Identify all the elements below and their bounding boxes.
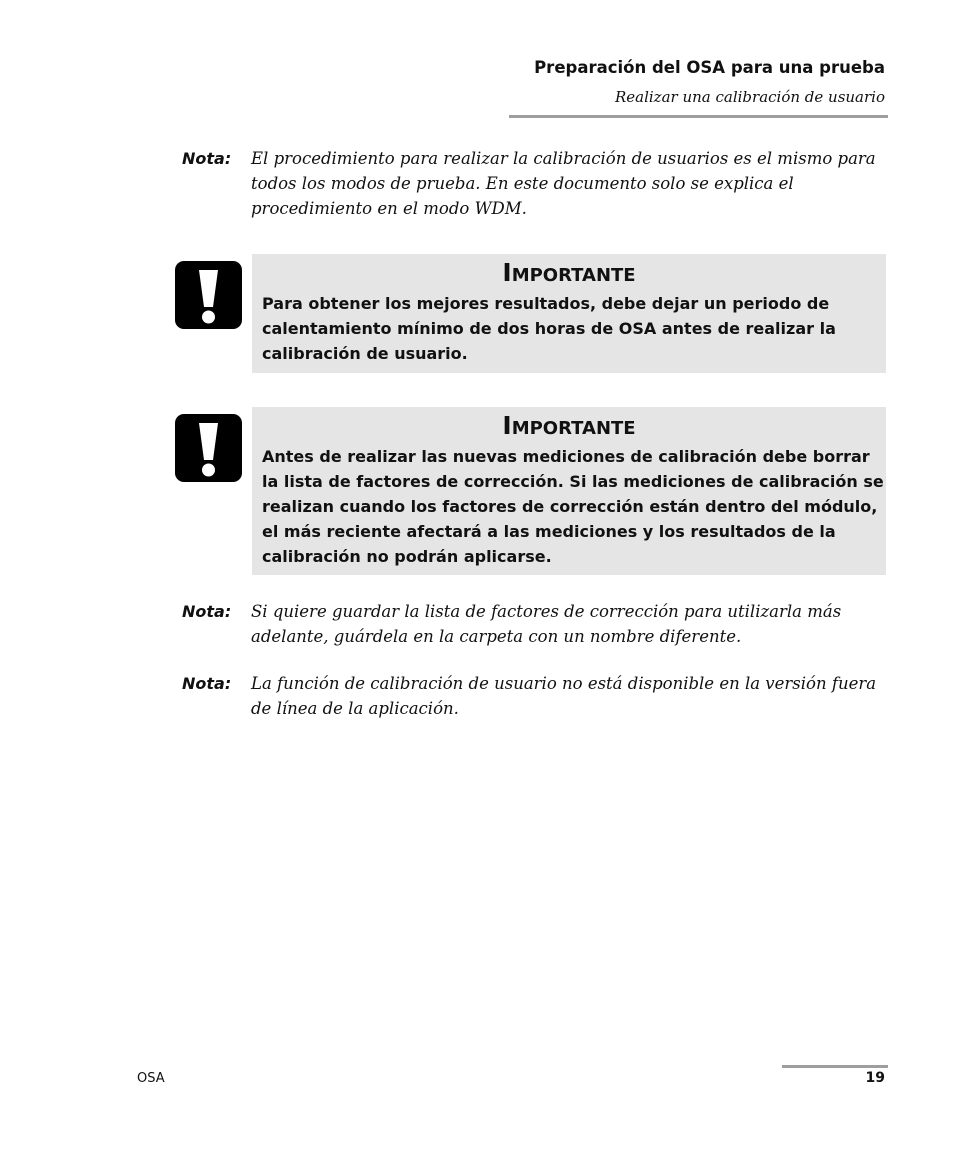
important-heading: Importante [502, 411, 636, 440]
exclamation-icon [175, 414, 242, 482]
note-3 [182, 671, 887, 721]
important-box-2 [252, 407, 886, 575]
note-label: Nota: [182, 149, 232, 168]
page-number: 19 [865, 1070, 885, 1086]
note-text: La función de calibración de usuario no está disponible en la versión fuera de línea de la aplicación. [251, 674, 877, 718]
header-rule [509, 115, 888, 118]
note-text: El procedimiento para realizar la calibración de usuarios es el mismo para todos los modos de prueba. En este documento solo se explica el procedimiento en el modo WDM. [251, 149, 876, 218]
footer-product: OSA [137, 1071, 165, 1086]
exclamation-icon [175, 261, 242, 329]
header-subtitle: Realizar una calibración de usuario [614, 88, 885, 106]
note-label: Nota: [182, 602, 232, 621]
important-heading: Importante [502, 258, 636, 287]
important-box-1 [252, 254, 886, 373]
header-title: Preparación del OSA para una prueba [534, 58, 885, 77]
note-2 [182, 599, 887, 649]
note-label: Nota: [182, 674, 232, 693]
note-text: Si quiere guardar la lista de factores de corrección para utilizarla más adelante, guárdela en la carpeta con un nombre diferente. [251, 602, 842, 646]
note-1 [182, 146, 887, 221]
important-text: Para obtener los mejores resultados, debe dejar un periodo de calentamiento mínimo de dos horas de OSA antes de realizar la calibración de usuario. [262, 294, 836, 363]
footer-rule [782, 1065, 888, 1068]
important-text: Antes de realizar las nuevas mediciones de calibración debe borrar la lista de factores de corrección. Si las mediciones de calibración se realizan cuando los factores de corrección están dentro del módulo, el más reciente afectará a las mediciones y los resultados de la calibración no podrán aplicarse. [262, 447, 884, 566]
